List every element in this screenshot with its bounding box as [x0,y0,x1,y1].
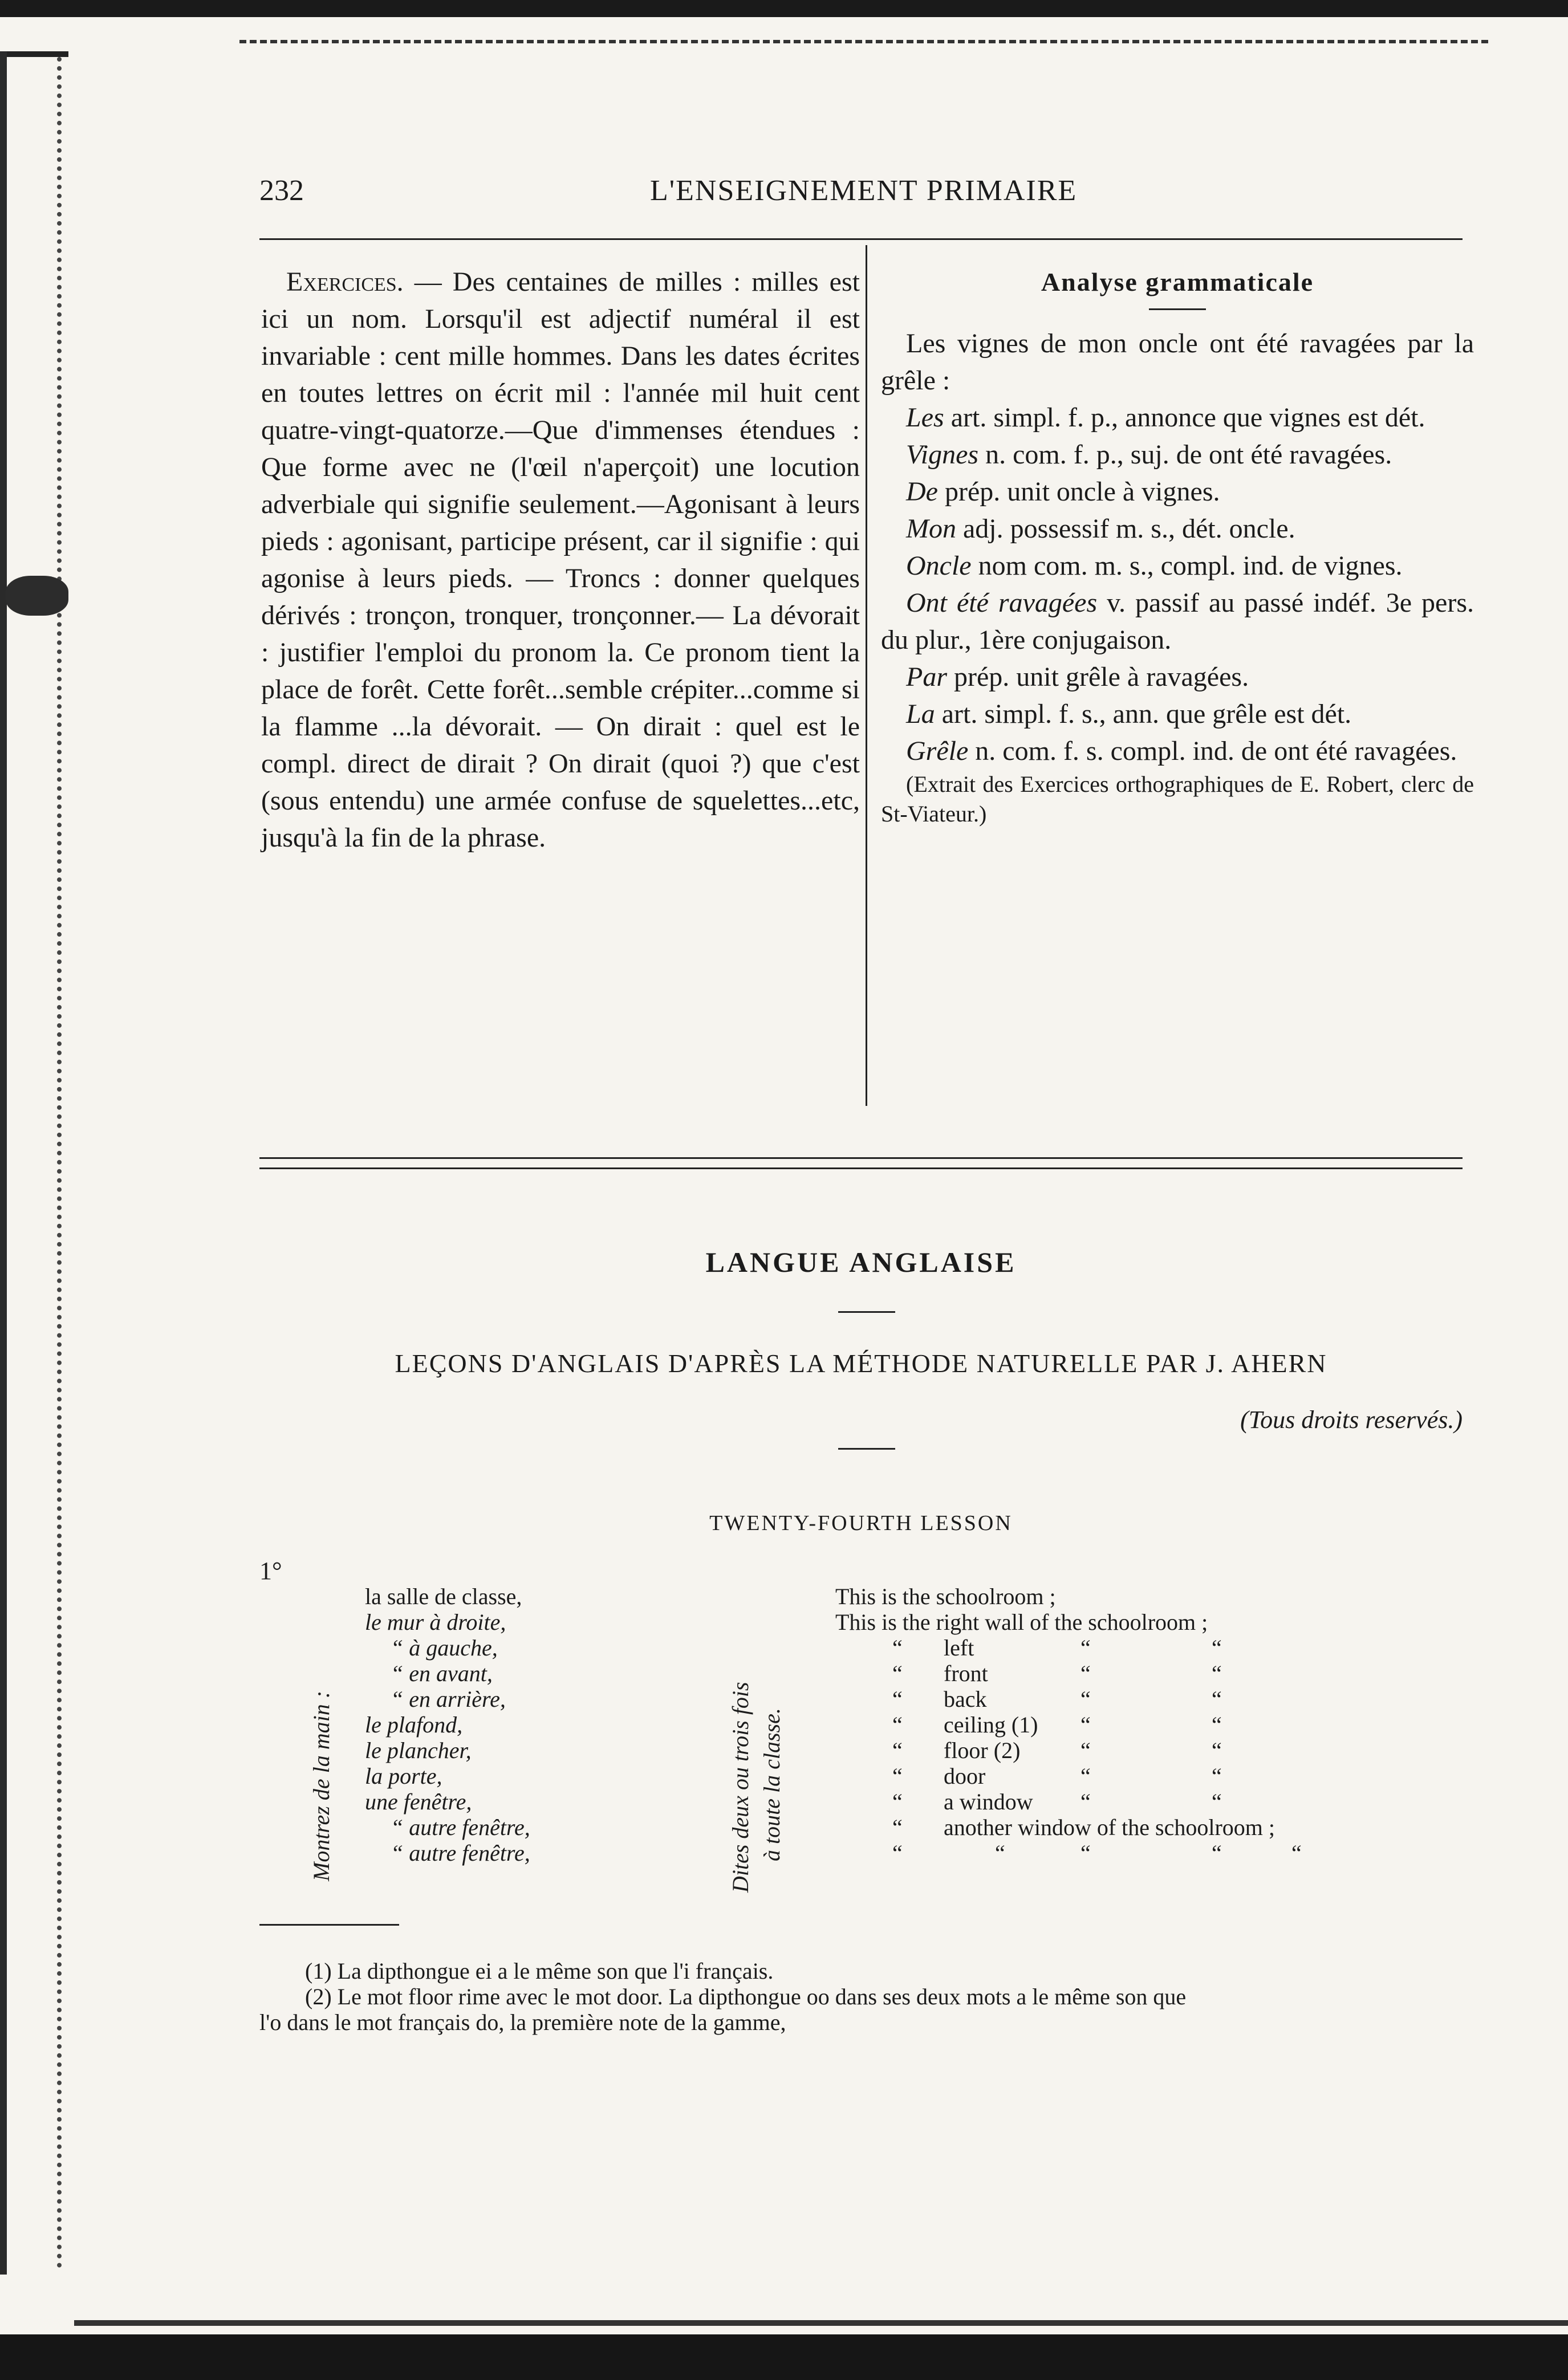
ditto-mark: “ [1080,1661,1091,1686]
ditto-mark: “ [1212,1661,1222,1686]
analysis-word: Vignes [906,440,979,470]
analysis-text: prép. unit oncle à vignes. [944,477,1220,507]
ditto-mark: “ [1291,1840,1302,1866]
analysis-text: art. simpl. f. s., ann. que grêle est dét. [941,699,1352,729]
analysis-word: De [906,477,938,507]
page-number: 232 [259,174,304,207]
analysis-word: La [906,699,935,729]
section-rule-top [259,1157,1463,1159]
analysis-entry [881,473,1474,510]
english-word: front [944,1661,988,1686]
ditto-mark: “ [1080,1686,1091,1712]
ditto-mark: “ [1080,1763,1091,1789]
english-word: a window [944,1789,1033,1815]
french-item: “ à gauche, [391,1635,498,1661]
french-item: le plafond, [365,1712,463,1738]
analysis-entry [881,399,1474,436]
analysis-entry [881,584,1474,658]
rights-note: (Tous droits reservés.) [1240,1406,1463,1434]
ditto-mark: “ [892,1661,903,1686]
analysis-entry [881,510,1474,547]
english-word: floor (2) [944,1738,1021,1763]
analysis-entry [881,547,1474,584]
french-item: la salle de classe, [365,1584,522,1609]
exercise-paragraph [261,263,860,856]
english-word: left [944,1635,974,1661]
ditto-mark: “ [892,1738,903,1763]
analysis-word: Les [906,402,944,433]
repeat-instruction-line-2: à toute la classe. [759,1708,785,1861]
analysis-title: Analyse grammaticale [1041,267,1314,296]
ditto-mark: “ [892,1840,903,1866]
analysis-word: Ont été ravagées [906,588,1098,618]
english-line [835,1738,1222,1763]
english-lines-list [835,1584,1302,1866]
french-item: le mur à droite, [365,1609,506,1635]
english-line [835,1815,1275,1840]
footnote-2: (2) Le mot floor rime avec le mot door. La dipthongue oo dans ses deux mots a le même son que [305,1984,1187,2009]
ditto-mark: “ [892,1789,903,1815]
english-line [835,1763,1222,1789]
english-line: This is the schoolroom ; [835,1584,1056,1609]
analysis-word: Oncle [906,551,972,581]
scan-stain [6,576,68,616]
ditto-mark: “ [892,1635,903,1661]
exercices-label: Exercices. [286,267,404,297]
ditto-mark: “ [1212,1712,1222,1738]
french-item: “ en arrière, [391,1686,506,1712]
analysis-text: v. passif au passé indéf. 3e pers. du plur., 1ère conjugaison. [881,588,1474,655]
ditto-mark: “ [892,1763,903,1789]
english-line [835,1686,1222,1712]
lesson-heading: TWENTY-FOURTH LESSON [709,1511,1013,1535]
scan-corner [0,51,68,57]
ditto-mark: “ [1080,1789,1091,1815]
analysis-text: n. com. f. p., suj. de ont été ravagées. [985,440,1392,470]
analysis-rule [1149,308,1206,310]
ditto-mark: “ [1212,1686,1222,1712]
ditto-mark: “ [892,1712,903,1738]
repeat-instruction-line-1: Dites deux ou trois fois [728,1682,753,1893]
analysis-sentence: Les vignes de mon oncle ont été ravagées par la grêle : [881,328,1474,396]
analysis-text: art. simpl. f. p., annonce que vignes est dét. [950,402,1425,433]
english-line [835,1712,1222,1738]
footnote-1: (1) La dipthongue ei a le même son que l'i français. [305,1958,774,1984]
footnote-rule [259,1924,399,1926]
scan-edge-left [0,51,7,2275]
ditto-mark: “ [1080,1738,1091,1763]
english-line [835,1789,1222,1815]
english-line [835,1635,1222,1661]
scan-rule-bottom [74,2320,1568,2326]
section-title: LANGUE ANGLAISE [705,1246,1017,1278]
running-head: L'ENSEIGNEMENT PRIMAIRE [650,174,1078,207]
ditto-mark: “ [892,1686,903,1712]
item-number: 1° [259,1557,282,1585]
english-word: ceiling (1) [944,1712,1038,1738]
french-item: la porte, [365,1763,442,1789]
footnotes [259,1958,1465,2035]
header-rule [259,238,1463,240]
analysis-text: prép. unit grêle à ravagées. [954,662,1249,692]
ditto-mark: “ [1212,1789,1222,1815]
analysis-word: Grêle [906,736,969,766]
ditto-mark: “ [892,1815,903,1840]
french-item: le plancher, [365,1738,472,1763]
method-heading: LEÇONS D'ANGLAIS D'APRÈS LA MÉTHODE NATURELLE PAR J. AHERN [395,1349,1327,1378]
ditto-mark: “ [1080,1840,1091,1866]
english-word: back [944,1686,987,1712]
ditto-mark: “ [1212,1738,1222,1763]
english-line [835,1840,1302,1866]
english-word: another window of the schoolroom ; [944,1815,1275,1840]
analysis-word: Par [906,662,947,692]
analysis-text: n. com. f. s. compl. ind. de ont été ravagées. [975,736,1457,766]
analysis-text: nom com. m. s., compl. ind. de vignes. [978,551,1403,581]
scan-binding-marks [57,57,67,2269]
analysis-entry [881,733,1474,770]
left-column [261,263,860,856]
analysis-entry [881,695,1474,733]
ditto-mark: “ [1212,1763,1222,1789]
analysis-entry [881,436,1474,473]
section-rule-bottom [259,1167,1463,1169]
column-divider [866,245,867,1106]
footnote-2-continued: l'o dans le mot français do, la première note de la gamme, [259,2009,786,2035]
analysis-word: Mon [906,514,956,544]
french-item: “ autre fenêtre, [391,1840,530,1866]
scan-edge-bottom [0,2334,1568,2380]
english-line: This is the right wall of the schoolroom ; [835,1609,1208,1635]
ditto-mark: “ [1212,1635,1222,1661]
scan-edge-top [0,0,1568,17]
right-column [881,263,1474,829]
english-line [835,1661,1222,1686]
method-rule [838,1448,895,1450]
ditto-mark: “ [1080,1712,1091,1738]
analysis-entry [881,658,1474,695]
analysis-text: adj. possessif m. s., dét. oncle. [962,514,1295,544]
french-items-list [365,1584,530,1866]
ditto-mark: “ [1080,1635,1091,1661]
show-instruction: Montrez de la main : [308,1690,334,1881]
scan-rule-top [239,40,1488,43]
french-item: “ autre fenêtre, [391,1815,530,1840]
ditto-mark: “ [995,1840,1005,1866]
source-note: (Extrait des Exercices orthographiques de E. Robert, clerc de St-Viateur.) [881,771,1474,827]
french-item: une fenêtre, [365,1789,472,1815]
english-word: door [944,1763,986,1789]
title-rule [838,1311,895,1313]
french-item: “ en avant, [391,1661,493,1686]
ditto-mark: “ [1212,1840,1222,1866]
exercise-text: — Des centaines de milles : milles est ici un nom. Lorsqu'il est adjectif numéral il est invariable : cent mille hommes. Dans les dates écrites en toutes lettres on écrit mil : l'année mil huit cent quatre-vingt-quatorze.—Que d'immenses étendues : Que forme avec ne (l'œil n'aperçoit) une locution adverbiale qui signifie seulement.—Agonisant à leurs pieds : agonisant, participe présent, car il signifie : qui agonise à leurs pieds. — Troncs : donner quelques dérivés : tronçon, tronquer, tronçonner.— La dévorait : justifier l'emploi du pronom la. Ce pronom tient la place de forêt. Cette forêt...semble crépiter...comme si la flamme ...la dévorait. — On dirait : quel est le compl. direct de dirait ? On dirait (quoi ?) que c'est (sous entendu) une armée confuse de squelettes...etc, jusqu'à la fin de la phrase. [261,267,860,853]
